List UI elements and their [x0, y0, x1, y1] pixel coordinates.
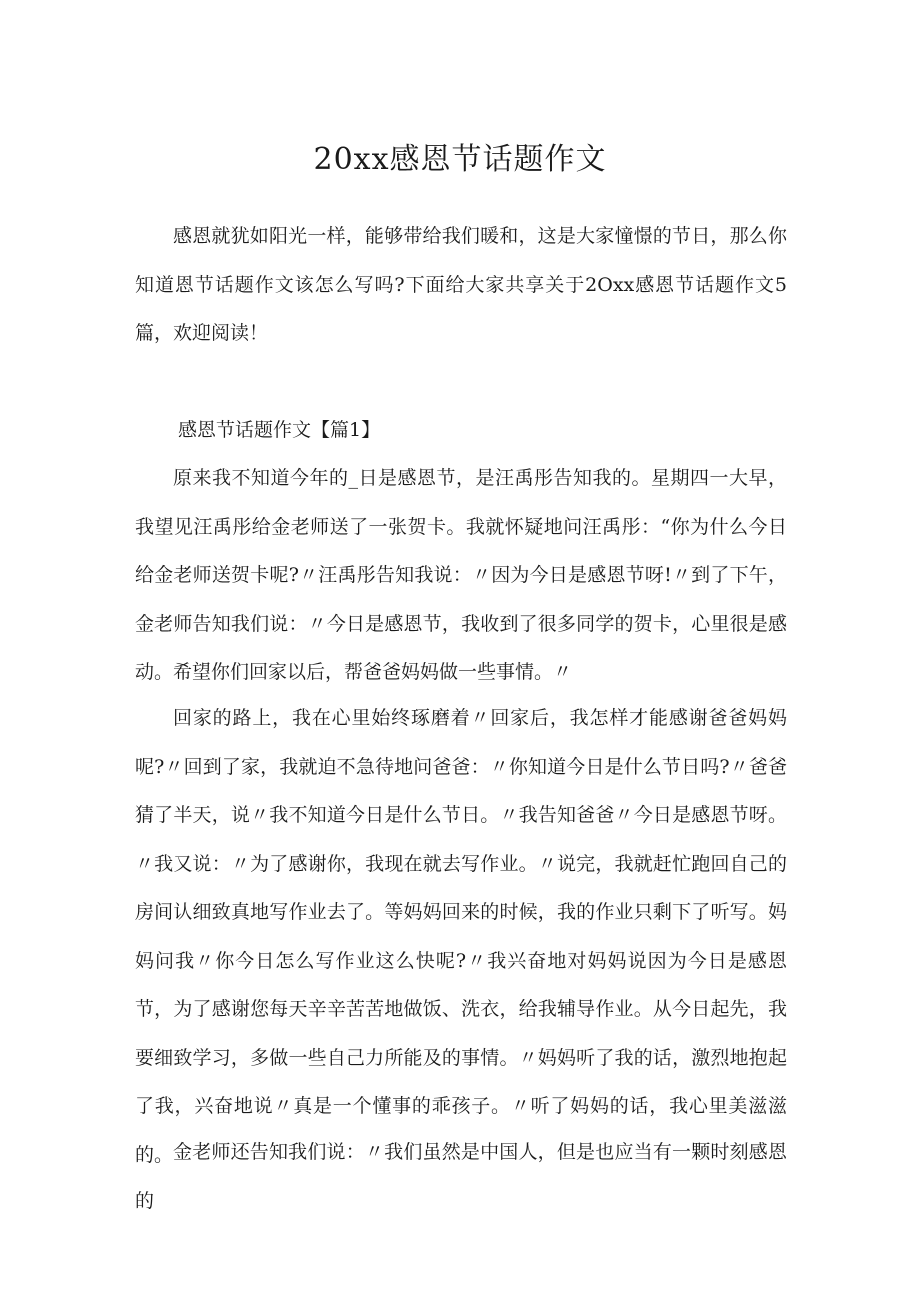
document-title: 20xx感恩节话题作文 [313, 142, 607, 177]
body-paragraph-1: 原来我不知道今年的_日是感恩节，是汪禹彤告知我的。星期四一大早，我望见汪禹彤给金老师送了一张贺卡。我就怀疑地问汪禹彤：“你为什么今日给金老师送贺卡呢?〃汪禹彤告知我说：〃因为今日是感恩节呀!〃到了下午，金老师告知我们说：〃今日是感恩节，我收到了很多同学的贺卡，心里很是感动。希望你们回家以后，帮爸爸妈妈做一些事情。〃 [135, 467, 787, 683]
intro-paragraph: 感恩就犹如阳光一样，能够带给我们暖和，这是大家憧憬的节日，那么你知道恩节话题作文该怎么写吗?下面给大家共享关于2Oxx感恩节话题作文5篇，欢迎阅读！ [135, 225, 787, 344]
section-heading: 感恩节话题作文【篇1】 [178, 419, 381, 441]
body-paragraph-2: 回家的路上，我在心里始终琢磨着〃回家后，我怎样才能感谢爸爸妈妈呢?〃回到了家，我就迫不急待地问爸爸：〃你知道今日是什么节日吗?〃爸爸猜了半天，说〃我不知道今日是什么节日。〃我告知爸爸〃今日是感恩节呀。〃我又说：〃为了感谢你，我现在就去写作业。〃说完，我就赶忙跑回自己的房间认细致真地写作业去了。等妈妈回来的时候，我的作业只剩下了听写。妈妈问我〃你今日怎么写作业这么快呢?〃我兴奋地对妈妈说因为今日是感恩节，为了感谢您每天辛辛苦苦地做饭、洗衣，给我辅导作业。从今日起先，我要细致学习，多做一些自己力所能及的事情。〃妈妈听了我的话，激烈地抱起了我，兴奋地说〃真是一个懂事的乖孩子。〃听了妈妈的话，我心里美滋滋的。 [135, 707, 787, 1166]
body-paragraph-3: 金老师还告知我们说：〃我们虽然是中国人，但是也应当有一颗时刻感恩的 [135, 1141, 787, 1212]
